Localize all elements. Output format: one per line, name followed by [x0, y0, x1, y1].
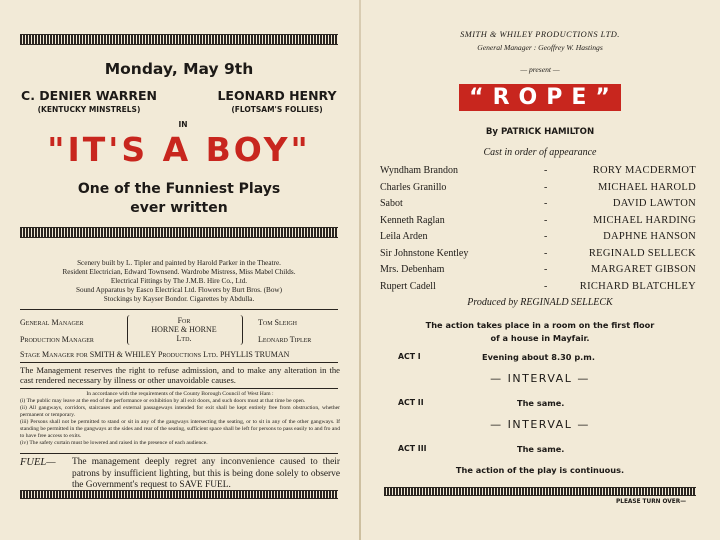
brace-right — [238, 315, 243, 345]
credit-line: Stockings by Kayser Bondor. Cigarettes by Abdulla. — [103, 295, 255, 303]
artist-2-show: (FLOTSAM'S FOLLIES) — [231, 105, 323, 114]
regulation-heading: In accordance with the requirements of the County Borough Council of West Ham : — [86, 391, 274, 397]
production-company: SMITH & WHILEY PRODUCTIONS LTD. — [460, 30, 620, 39]
cast-role: Leila Arden — [380, 231, 428, 242]
cast-role: Rupert Cadell — [380, 280, 436, 292]
general-manager-label: General Manager — [20, 318, 84, 327]
regulation-item: (i) The public may leave at the end of the performance or exhibition by all exit doors, and such doors must at that time be open. — [20, 398, 306, 404]
cast-dash: - — [544, 264, 548, 275]
cast-dash: - — [544, 280, 548, 292]
author-credit: By PATRICK HAMILTON — [485, 127, 595, 137]
management-notice: The Management reserves the right to refuse admission, and to make any alteration in the cast rendered necessary by illness or other unavoidable causes. — [20, 365, 340, 385]
cast-actor: REGINALD SELLECK — [588, 247, 696, 259]
cast-actor: MARGARET GIBSON — [591, 264, 696, 275]
page-fold — [359, 0, 361, 540]
artist-2-name: LEONARD HENRY — [217, 88, 337, 103]
cast-role: Sabot — [380, 198, 403, 209]
close-quote: ” — [595, 85, 619, 110]
artist-1-name: C. DENIER WARREN — [21, 88, 157, 103]
cast-row — [380, 264, 700, 280]
credit-line: Resident Electrician, Edward Townsend. Wardrobe Mistress, Miss Mabel Childs. — [62, 268, 296, 276]
council-regulations — [20, 391, 340, 447]
act-label: ACT I — [398, 352, 421, 361]
cast-role: Kenneth Raglan — [380, 214, 445, 226]
play-title-banner — [380, 84, 700, 111]
in-label: IN — [178, 120, 188, 129]
cast-row — [380, 182, 700, 198]
cast-row — [380, 281, 700, 297]
cast-row — [380, 215, 700, 231]
cast-dash: - — [544, 247, 548, 259]
cast-row — [380, 198, 700, 214]
divider — [20, 453, 338, 454]
act-time: The same. — [517, 398, 565, 408]
middle-rule — [20, 227, 338, 238]
regulation-item: (ii) All gangways, corridors, staircases and external passageways intended for exit shall be kept entirely free from obstruction, whether permanent or temporary. — [20, 405, 340, 418]
general-manager-credit: General Manager : Geoffrey W. Hastings — [477, 43, 603, 52]
act-label: ACT III — [398, 444, 427, 453]
cast-heading: Cast in order of appearance — [483, 147, 597, 158]
production-manager-label: Production Manager — [20, 335, 94, 344]
regulation-item: (iv) The safety curtain must be lowered and raised in the presence of each audience. — [20, 440, 208, 446]
cast-dash: - — [544, 231, 548, 242]
act-time: The same. — [517, 444, 565, 454]
cast-actor: DAPHNE HANSON — [603, 231, 696, 242]
stage-manager-line: Stage Manager for SMITH & WHILEY Productions Ltd. PHYLLIS TRUMAN — [20, 350, 290, 359]
producer-credit: Produced by REGINALD SELLECK — [467, 297, 613, 308]
cast-row — [380, 248, 700, 264]
cast-role: Charles Granillo — [380, 181, 447, 193]
cast-role: Sir Johnstone Kentley — [380, 247, 469, 259]
divider — [20, 362, 338, 363]
act-time: Evening about 8.30 p.m. — [482, 352, 595, 362]
credit-line: Scenery built by L. Tipler and painted by Harold Parker in the Theatre. — [77, 259, 281, 267]
cast-actor: DAVID LAWTON — [612, 198, 696, 209]
fuel-label: FUEL— — [20, 457, 56, 468]
fuel-notice: The management deeply regret any inconvenience caused to their patrons by insufficient lighting, but this is being done solely to observe the Government's request to SAVE FUEL. — [72, 457, 340, 490]
act-label: ACT II — [398, 398, 424, 407]
bottom-rule — [20, 490, 338, 499]
cast-dash: - — [544, 165, 548, 176]
top-rule — [20, 34, 338, 45]
company-line-1: HORNE & HORNE — [151, 325, 217, 334]
open-quote: “ — [469, 85, 493, 110]
cast-actor: RICHARD BLATCHLEY — [579, 280, 696, 292]
title-letter: P — [546, 85, 572, 110]
right-page — [380, 26, 700, 516]
bottom-rule — [384, 487, 696, 496]
performance-date: Monday, May 9th — [104, 60, 254, 78]
please-turn-over: PLEASE TURN OVER— — [616, 499, 687, 505]
continuous-note: The action of the play is continuous. — [455, 465, 625, 475]
tagline-line-2: ever written — [130, 200, 228, 216]
cast-dash: - — [544, 214, 548, 226]
present-label: — present — — [520, 65, 560, 74]
cast-row — [380, 165, 700, 181]
title-letter: O — [518, 85, 547, 110]
cast-dash: - — [544, 181, 548, 193]
credit-line: Electrical Fittings by The J.M.B. Hire Co., Ltd. — [110, 277, 248, 285]
tagline-line-1: One of the Funniest Plays — [77, 181, 281, 197]
cast-list — [380, 165, 700, 297]
production-manager-name: Leonard Tipler — [258, 335, 312, 344]
credits-block — [14, 259, 344, 304]
general-manager-name: Tom Sleigh — [258, 318, 297, 327]
divider — [20, 388, 338, 389]
cast-role: Mrs. Debenham — [380, 264, 445, 275]
for-label: For — [177, 316, 191, 325]
interval-marker: — INTERVAL — — [490, 418, 590, 431]
title-letter: R — [492, 85, 519, 110]
left-page — [14, 26, 344, 516]
interval-marker: — INTERVAL — — [490, 372, 590, 385]
title-letter: E — [571, 85, 596, 110]
play-title-box — [459, 84, 621, 111]
cast-role: Wyndham Brandon — [380, 165, 458, 176]
divider — [20, 309, 338, 310]
company-line-2: Ltd. — [176, 334, 192, 343]
cast-dash: - — [544, 198, 548, 209]
cast-actor: MICHAEL HARDING — [593, 214, 696, 226]
cast-actor: MICHAEL HAROLD — [597, 181, 696, 193]
setting-line-2: of a house in Mayfair. — [490, 333, 590, 343]
regulation-item: (iii) Persons shall not be permitted to stand or sit in any of the gangways intersecting the seating, or to sit in any of the other gangways. If standing be permitted in the gangways at the sides and rear of the seating, sufficient space shall be left for persons to pass easily to and fro and to have free access to exits. — [20, 419, 340, 439]
artist-1-show: (KENTUCKY MINSTRELS) — [37, 105, 141, 114]
cast-row — [380, 231, 700, 247]
play-title: "IT'S A BOY" — [47, 130, 311, 169]
credit-line: Sound Apparatus by Easco Electrical Ltd. Flowers by Burt Bros. (Bow) — [75, 286, 282, 294]
cast-actor: RORY MACDERMOT — [592, 165, 696, 176]
setting-line-1: The action takes place in a room on the first floor — [425, 320, 655, 330]
